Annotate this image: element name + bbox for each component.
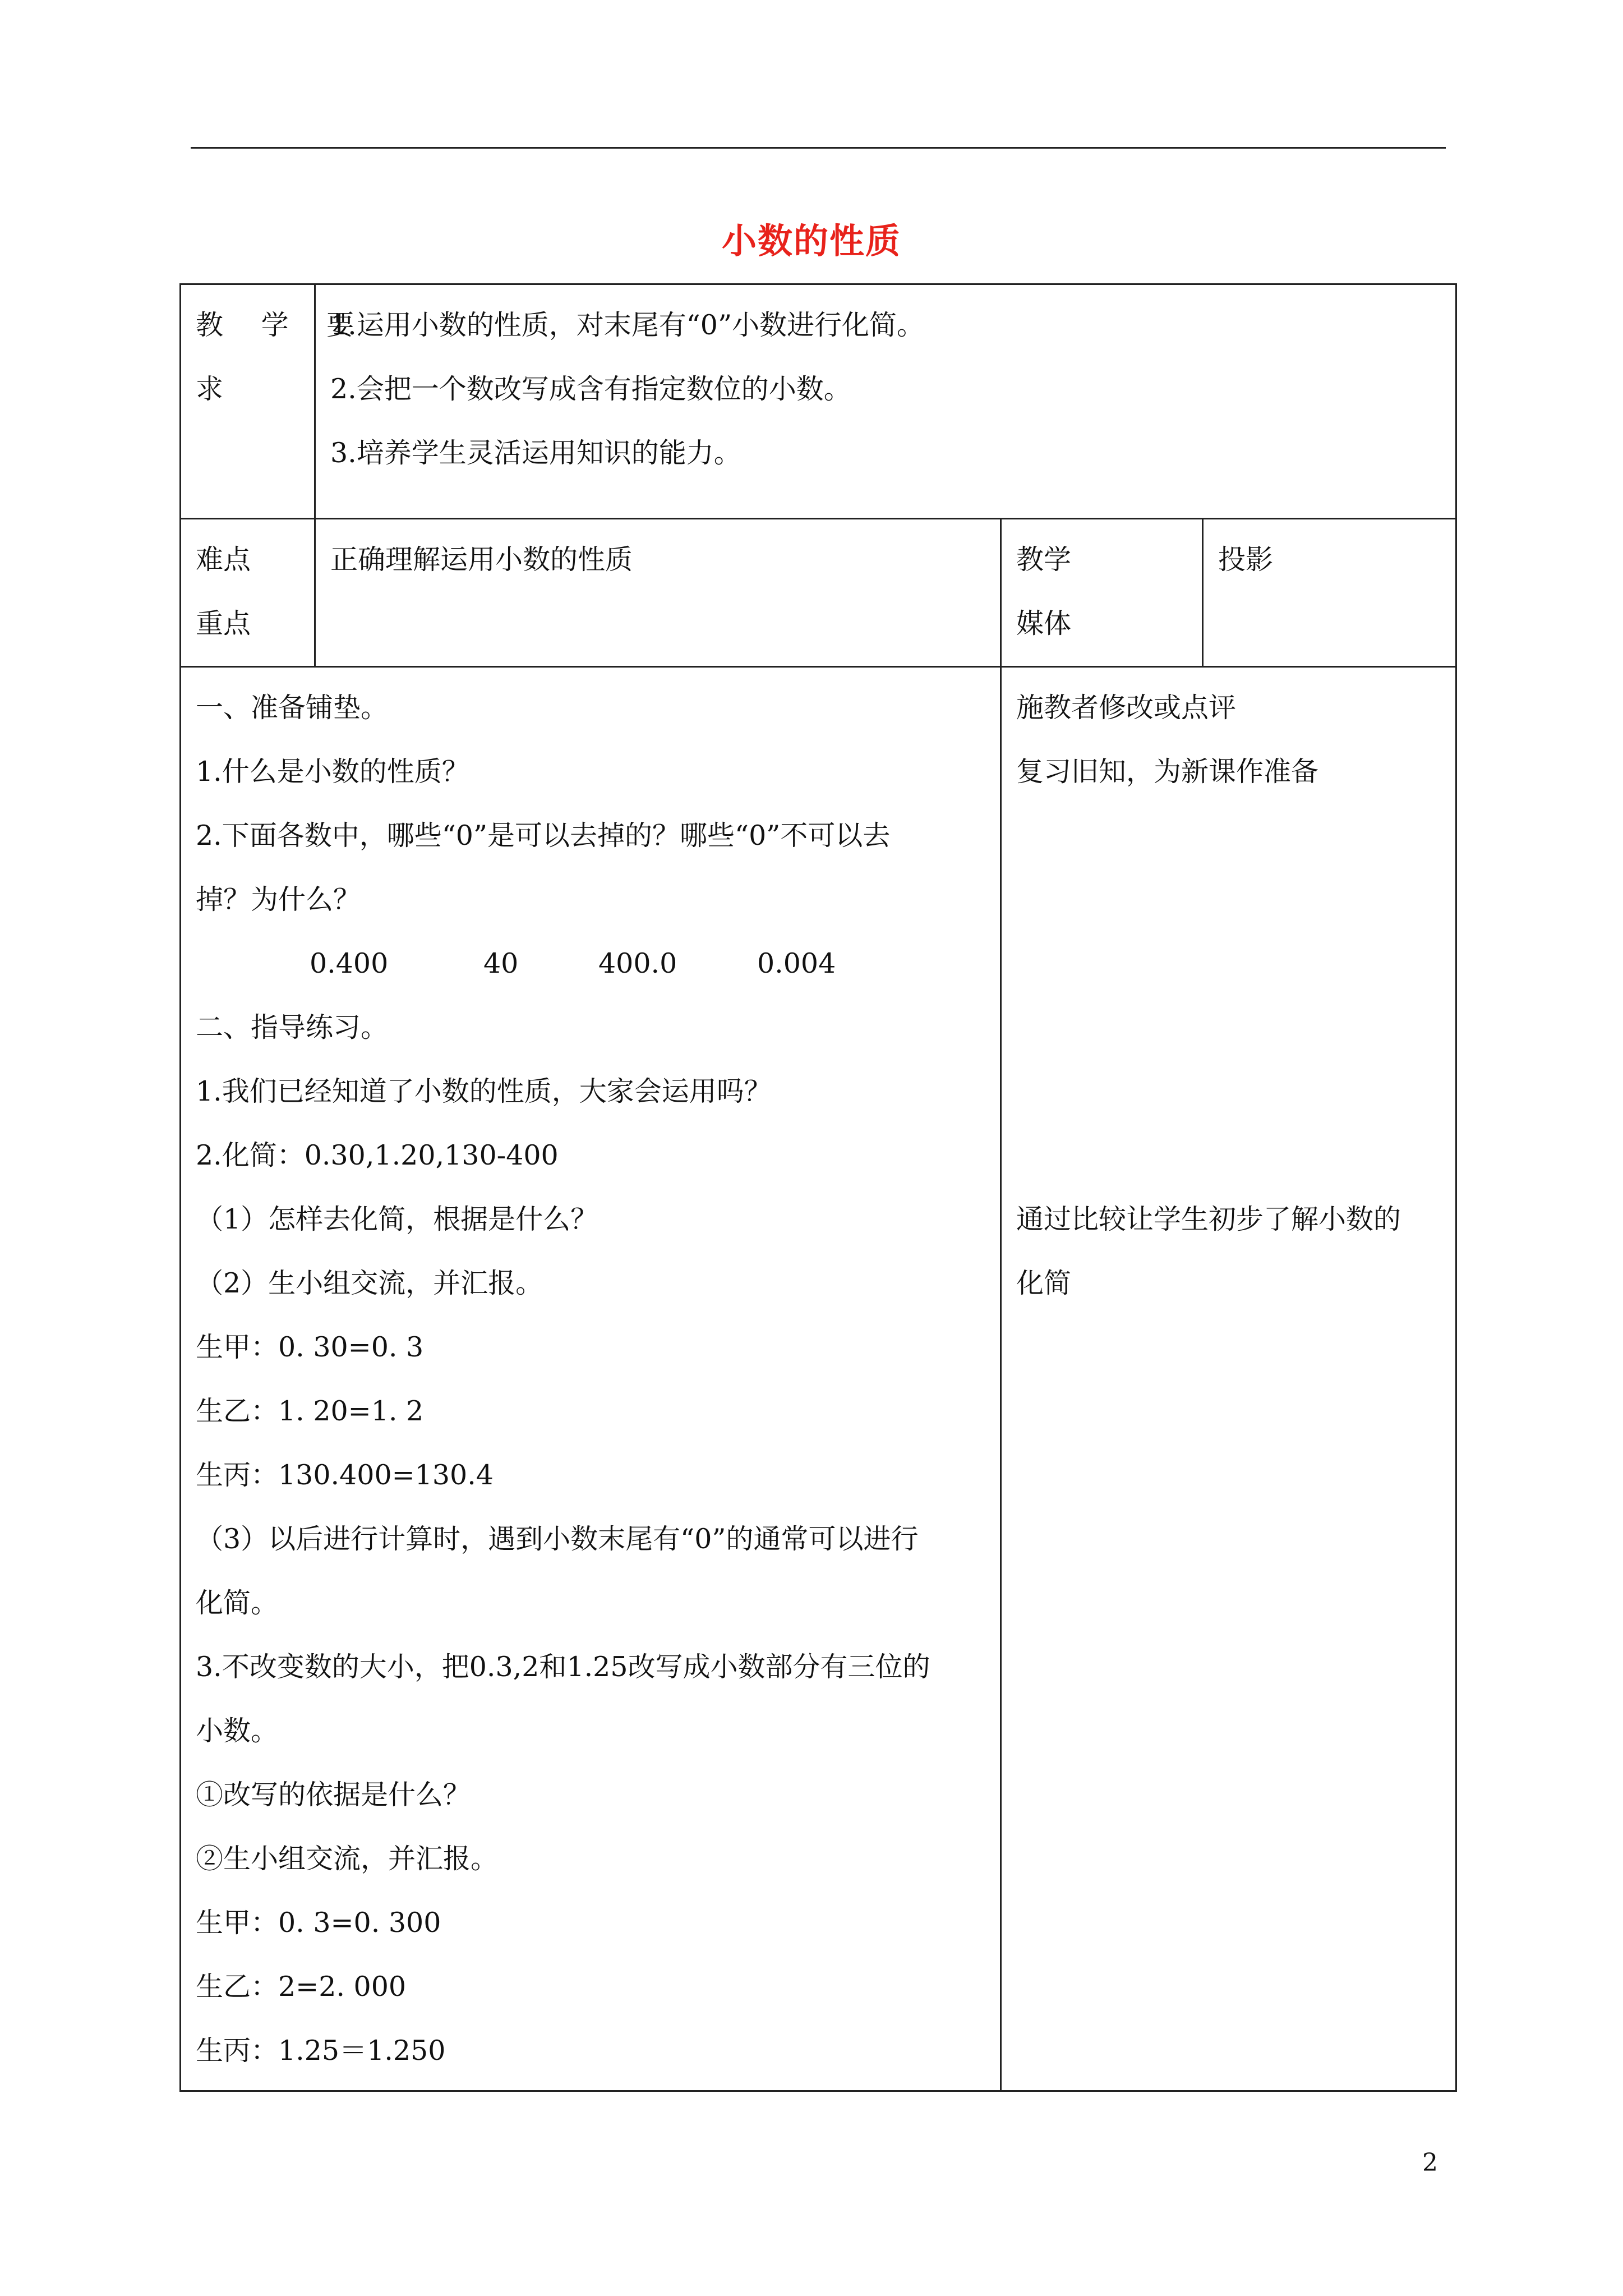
- focus-label-line2: 重点: [196, 608, 251, 639]
- process-line: 生乙：2=2. 000: [196, 1971, 407, 2003]
- process-line: 2.下面各数中，哪些“0”是可以去掉的？哪些“0”不可以去: [196, 820, 891, 852]
- process-line: 生乙：1. 20=1. 2: [196, 1395, 424, 1427]
- media-value-cell: [1203, 519, 1456, 667]
- focus-content-cell: [315, 519, 1001, 667]
- process-line: 生丙：130.400=130.4: [196, 1459, 494, 1491]
- media-label-cell: [1001, 519, 1203, 667]
- process-line: 1.什么是小数的性质？: [196, 756, 469, 788]
- process-line: 2.化简：0.30,1.20,130-400: [196, 1139, 559, 1171]
- number-item: 0.004: [757, 947, 836, 979]
- process-line: ②生小组交流，并汇报。: [196, 1843, 499, 1875]
- process-row: [181, 667, 1456, 2091]
- requirement-item: 3.培养学生灵活运用知识的能力。: [330, 437, 741, 469]
- number-item: 40: [483, 947, 519, 979]
- comments-cell: [1001, 667, 1456, 2091]
- page-number: 2: [1422, 2148, 1438, 2177]
- compare-note-line2: 化简: [1016, 1267, 1072, 1299]
- process-line: ①改写的依据是什么？: [196, 1779, 471, 1811]
- requirements-content-cell: [315, 284, 1456, 519]
- process-line: 二、指导练习。: [196, 1011, 389, 1043]
- focus-label-cell: [181, 519, 315, 667]
- media-label-line2: 媒体: [1016, 608, 1072, 639]
- process-line: 3.不改变数的大小，把0.3,2和1.25改写成小数部分有三位的: [196, 1651, 930, 1683]
- process-line: 掉？为什么？: [196, 884, 361, 915]
- requirements-label-cell: [181, 284, 369, 519]
- process-line: 生甲：0. 30=0. 3: [196, 1331, 424, 1363]
- process-line: 生甲：0. 3=0. 300: [196, 1907, 441, 1939]
- process-cell: [181, 667, 1001, 2091]
- media-label-line1: 教学: [1016, 544, 1072, 576]
- number-item: 0.400: [310, 947, 389, 979]
- process-line: （2）生小组交流，并汇报。: [196, 1267, 543, 1299]
- process-line: 生丙：1.25＝1.250: [196, 2035, 446, 2067]
- number-item: 400.0: [598, 947, 677, 979]
- focus-label-line1: 难点: [196, 544, 251, 576]
- focus-row: [181, 519, 1456, 667]
- header-rule: [191, 147, 1446, 149]
- process-line: 小数。: [196, 1715, 279, 1747]
- process-line: （1）怎样去化简，根据是什么？: [196, 1203, 598, 1235]
- process-line: 1.我们已经知道了小数的性质，大家会运用吗？: [196, 1075, 772, 1107]
- requirements-row: [181, 284, 1456, 519]
- document-title: 小数的性质: [721, 220, 901, 261]
- process-line: （3）以后进行计算时，遇到小数末尾有“0”的通常可以进行: [196, 1523, 919, 1555]
- comments-header: 施教者修改或点评: [1016, 692, 1237, 724]
- requirement-item: 1.运用小数的性质，对末尾有“0”小数进行化简。: [330, 309, 925, 341]
- review-note: 复习旧知，为新课作准备: [1016, 756, 1319, 788]
- focus-content: 正确理解运用小数的性质: [330, 544, 633, 576]
- numbers-line: [196, 939, 985, 1003]
- requirements-label-line2: 求: [196, 373, 224, 405]
- process-line: 化简。: [196, 1587, 279, 1619]
- compare-note-line1: 通过比较让学生初步了解小数的: [1016, 1203, 1401, 1235]
- media-value: 投影: [1218, 544, 1274, 576]
- lesson-plan-table: [179, 283, 1457, 2092]
- requirements-label-line1: 教 学 要: [196, 309, 369, 341]
- process-line: 一、准备铺垫。: [196, 692, 389, 724]
- requirement-item: 2.会把一个数改写成含有指定数位的小数。: [330, 373, 851, 405]
